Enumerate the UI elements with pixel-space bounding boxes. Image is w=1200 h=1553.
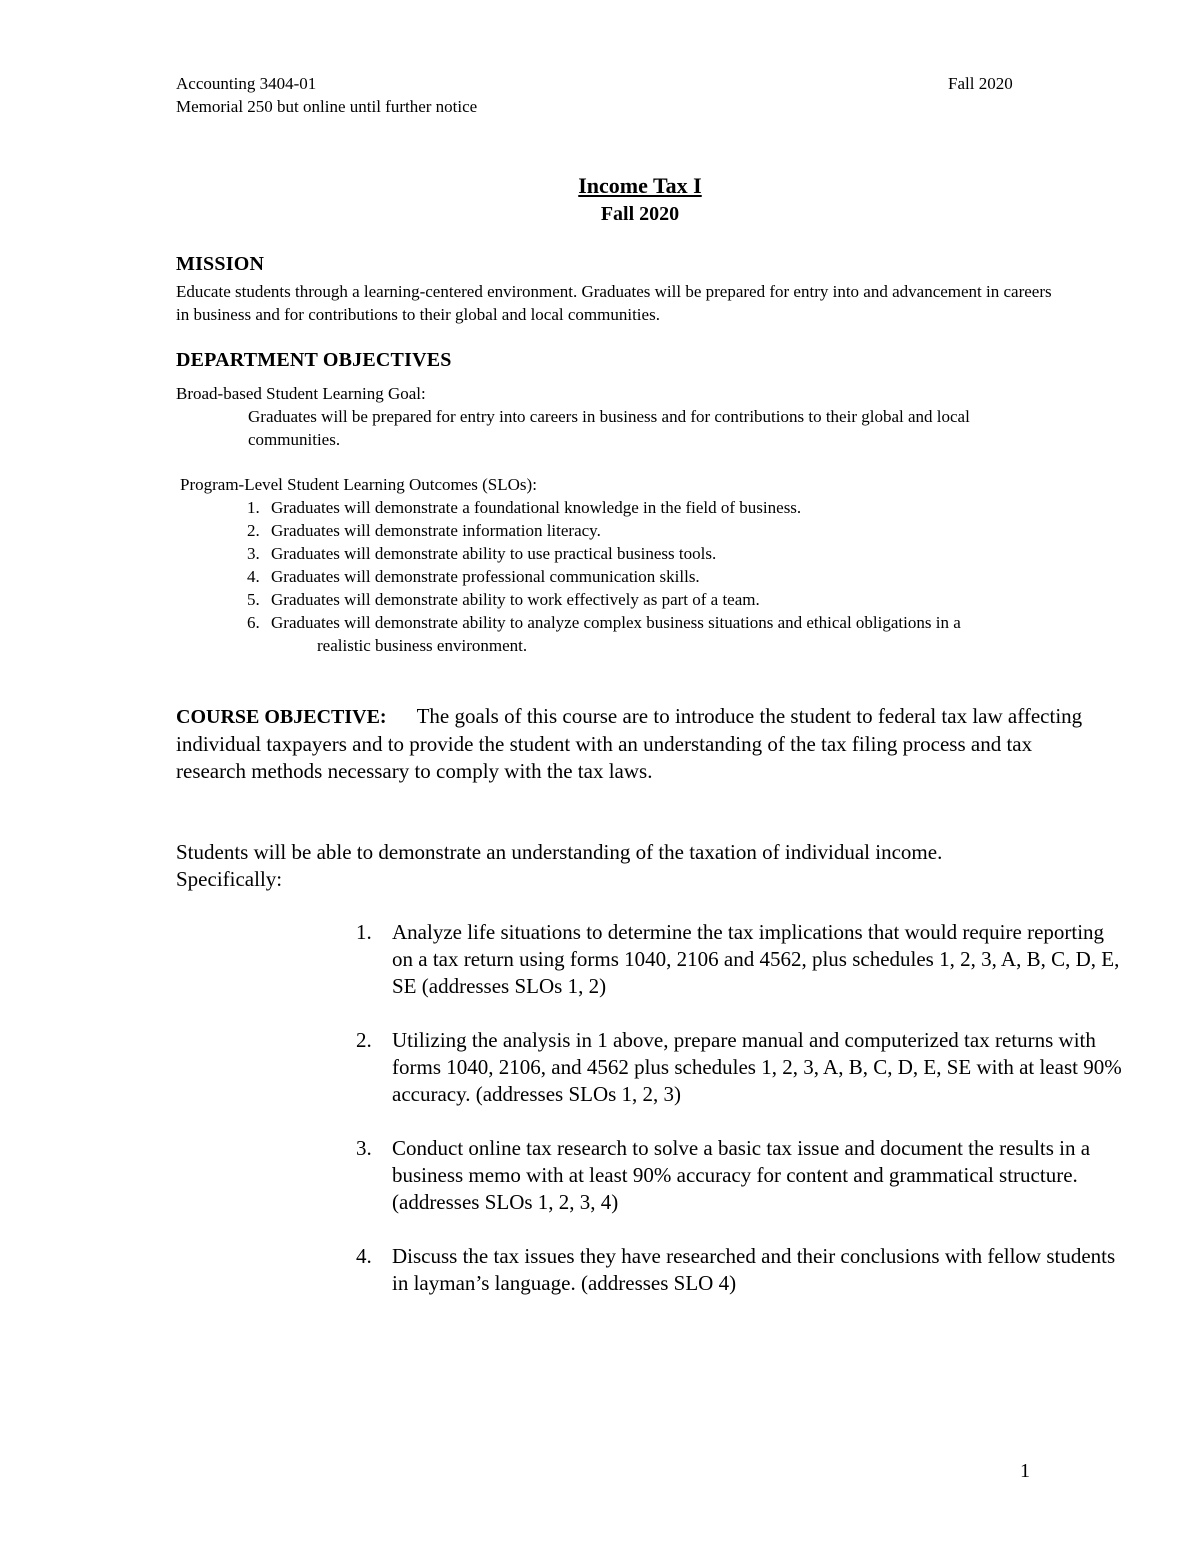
course-objective xyxy=(176,703,1096,785)
outcome-text: Conduct online tax research to solve a basic tax issue and document the results in a business memo with at least 90% accuracy for content and grammatical structure. (addresses SLOs 1, 2, 3, 4) xyxy=(392,1136,1091,1214)
outcome-number: 4. xyxy=(356,1244,372,1268)
slo-item xyxy=(247,542,961,565)
outcome-item xyxy=(356,1027,1126,1108)
mission-heading: MISSION xyxy=(176,253,265,275)
learning-goal-text: Graduates will be prepared for entry into careers in business and for contributions to their global and local communities. xyxy=(248,407,970,449)
page-number: 1 xyxy=(1020,1460,1030,1482)
term-label: Fall 2020 xyxy=(948,74,1013,93)
slo-number: 5. xyxy=(247,590,260,609)
slo-text: Graduates will demonstrate ability to use practical business tools. xyxy=(271,544,717,563)
outcome-text: Utilizing the analysis in 1 above, prepare manual and computerized tax returns with forms 1040, 2106, and 4562 plus schedules 1, 2, 3, A, B, C, D, E, SE with at least 90% accuracy. (addresses SLOs 1, 2, 3) xyxy=(392,1028,1122,1106)
course-objective-label: COURSE OBJECTIVE: xyxy=(176,706,387,728)
outcome-number: 3. xyxy=(356,1136,372,1160)
slo-number: 6. xyxy=(247,613,260,632)
slo-text: Graduates will demonstrate ability to work effectively as part of a team. xyxy=(271,590,760,609)
outcome-item xyxy=(356,919,1126,1000)
slo-label: Program-Level Student Learning Outcomes (SLOs): xyxy=(180,475,537,494)
mission-text: Educate students through a learning-centered environment. Graduates will be prepared for entry into and advancement in careers in business and for contributions to their global and local communities. xyxy=(176,282,1052,324)
outcome-item xyxy=(356,1135,1126,1216)
slo-item xyxy=(247,588,961,611)
course-objective-text: The goals of this course are to introduce the student to federal tax law affecting individual taxpayers and to provide the student with an understanding of the tax filing process and tax research methods necessary to comply with the tax laws. xyxy=(176,704,1083,783)
course-code: Accounting 3404-01 xyxy=(176,74,317,93)
slo-continuation: realistic business environment. xyxy=(317,636,528,655)
slo-text: Graduates will demonstrate professional communication skills. xyxy=(271,567,700,586)
students-intro: Students will be able to demonstrate an understanding of the taxation of individual income. Specifically: xyxy=(176,840,943,891)
slo-number: 4. xyxy=(247,567,260,586)
outcome-number: 2. xyxy=(356,1028,372,1052)
slo-number: 3. xyxy=(247,544,260,563)
page-title: Income Tax I xyxy=(578,173,702,198)
slo-number: 1. xyxy=(247,498,260,517)
slo-item xyxy=(247,496,961,519)
department-objectives-heading: DEPARTMENT OBJECTIVES xyxy=(176,349,452,371)
slo-text: Graduates will demonstrate information literacy. xyxy=(271,521,601,540)
slo-item xyxy=(247,519,961,542)
page-subtitle: Fall 2020 xyxy=(600,203,680,225)
slo-text: Graduates will demonstrate a foundational knowledge in the field of business. xyxy=(271,498,802,517)
outcome-text: Discuss the tax issues they have researched and their conclusions with fellow students in layman’s language. (addresses SLO 4) xyxy=(392,1244,1116,1295)
slo-list xyxy=(247,496,961,657)
slo-item xyxy=(247,565,961,588)
outcome-text: Analyze life situations to determine the tax implications that would require reporting on a tax return using forms 1040, 2106 and 4562, plus schedules 1, 2, 3, A, B, C, D, E, SE (addresses SLOs 1, 2) xyxy=(392,920,1120,998)
slo-item xyxy=(247,611,961,634)
outcome-number: 1. xyxy=(356,920,372,944)
learning-goal-label: Broad-based Student Learning Goal: xyxy=(176,384,426,403)
slo-number: 2. xyxy=(247,521,260,540)
outcomes-list xyxy=(356,919,1126,1324)
location-line: Memorial 250 but online until further notice xyxy=(176,97,478,116)
outcome-item xyxy=(356,1243,1126,1297)
slo-text: Graduates will demonstrate ability to analyze complex business situations and ethical obligations in a xyxy=(271,613,961,632)
